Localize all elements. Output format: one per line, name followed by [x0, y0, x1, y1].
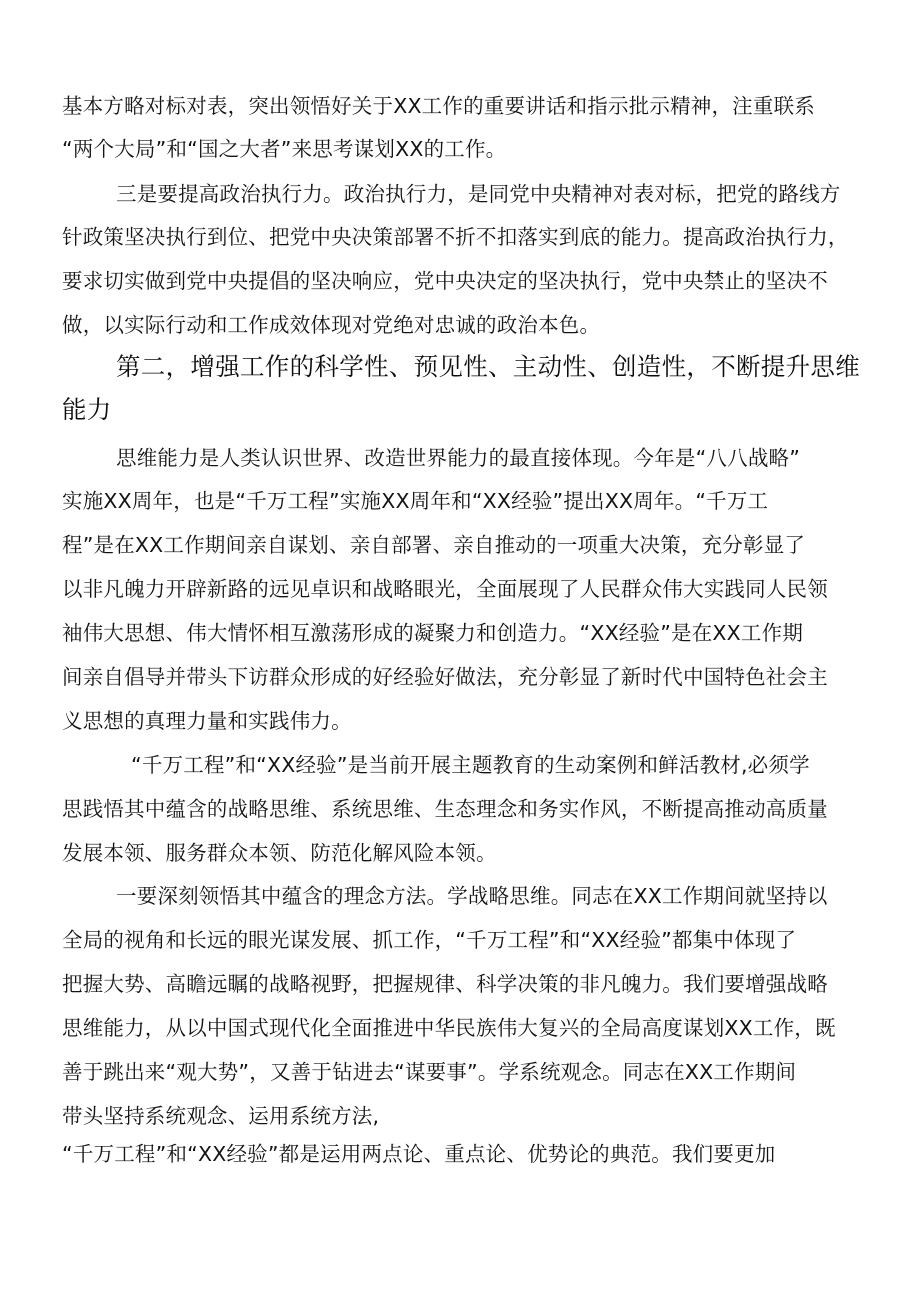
- text-line-24: 带头坚持系统观念、运用系统方法,: [62, 1104, 380, 1128]
- text-line-18: 发展本领、服务群众本领、防范化解风险本领。: [62, 841, 497, 865]
- section-heading-line-1: 第二，增强工作的科学性、预见性、主动性、创造性，不断提升思维: [116, 352, 860, 381]
- text-line-5: 要求切实做到党中央提倡的坚决响应，党中央决定的坚决执行，党中央禁止的坚决不: [62, 269, 828, 293]
- text-line-15: 义思想的真理力量和实践伟力。: [62, 709, 352, 733]
- text-line-19: 一要深刻领悟其中蕴含的理念方法。学战略思维。同志在XX工作期间就坚持以: [116, 884, 828, 908]
- text-line-4: 针政策坚决执行到位、把党中央决策部署不折不扣落实到底的能力。提高政治执行力，: [62, 225, 849, 249]
- text-line-10: 实施XX周年，也是“千万工程”实施XX周年和“XX经验”提出XX周年。“千万工: [62, 489, 769, 513]
- text-line-25: “千万工程”和“XX经验”都是运用两点论、重点论、优势论的典范。我们要更加: [62, 1142, 776, 1166]
- text-line-9: 思维能力是人类认识世界、改造世界能力的最直接体现。今年是“八八战略”: [116, 446, 801, 470]
- text-line-12: 以非凡魄力开辟新路的远见卓识和战略眼光，全面展现了人民群众伟大实践同人民领: [62, 577, 828, 601]
- text-line-20: 全局的视角和长远的眼光谋发展、抓工作，“千万工程”和“XX经验”都集中体现了: [62, 928, 797, 952]
- text-line-3: 三是要提高政治执行力。政治执行力，是同党中央精神对表对标，把党的路线方: [116, 182, 841, 206]
- text-line-17: 思践悟其中蕴含的战略思维、系统思维、生态理念和务实作风，不断提高推动高质量: [62, 797, 828, 821]
- text-line-21: 把握大势、高瞻远瞩的战略视野，把握规律、科学决策的非凡魄力。我们要增强战略: [62, 972, 828, 996]
- text-line-22: 思维能力，从以中国式现代化全面推进中华民族伟大复兴的全局高度谋划XX工作，既: [62, 1016, 836, 1040]
- text-line-11: 程”是在XX工作期间亲自谋划、亲自部署、亲自推动的一项重大决策，充分彰显了: [62, 533, 806, 557]
- text-line-23: 善于跳出来“观大势”，又善于钻进去“谋要事”。学系统观念。同志在XX工作期间: [62, 1060, 797, 1084]
- section-heading-line-2: 能力: [62, 395, 112, 424]
- text-line-1: 基本方略对标对表，突出领悟好关于XX工作的重要讲话和指示批示精神，注重联系: [62, 94, 815, 118]
- text-line-16: “千万工程”和“XX经验”是当前开展主题教育的生动案例和鲜活教材,必须学: [131, 753, 810, 777]
- text-line-14: 间亲自倡导并带头下访群众形成的好经验好做法，充分彰显了新时代中国特色社会主: [62, 665, 828, 689]
- text-line-2: “两个大局”和“国之大者”来思考谋划XX的工作。: [62, 137, 507, 161]
- text-line-13: 袖伟大思想、伟大情怀相互激荡形成的凝聚力和创造力。“XX经验”是在XX工作期: [62, 621, 804, 645]
- text-line-6: 做，以实际行动和工作成效体现对党绝对忠诚的政治本色。: [62, 313, 601, 337]
